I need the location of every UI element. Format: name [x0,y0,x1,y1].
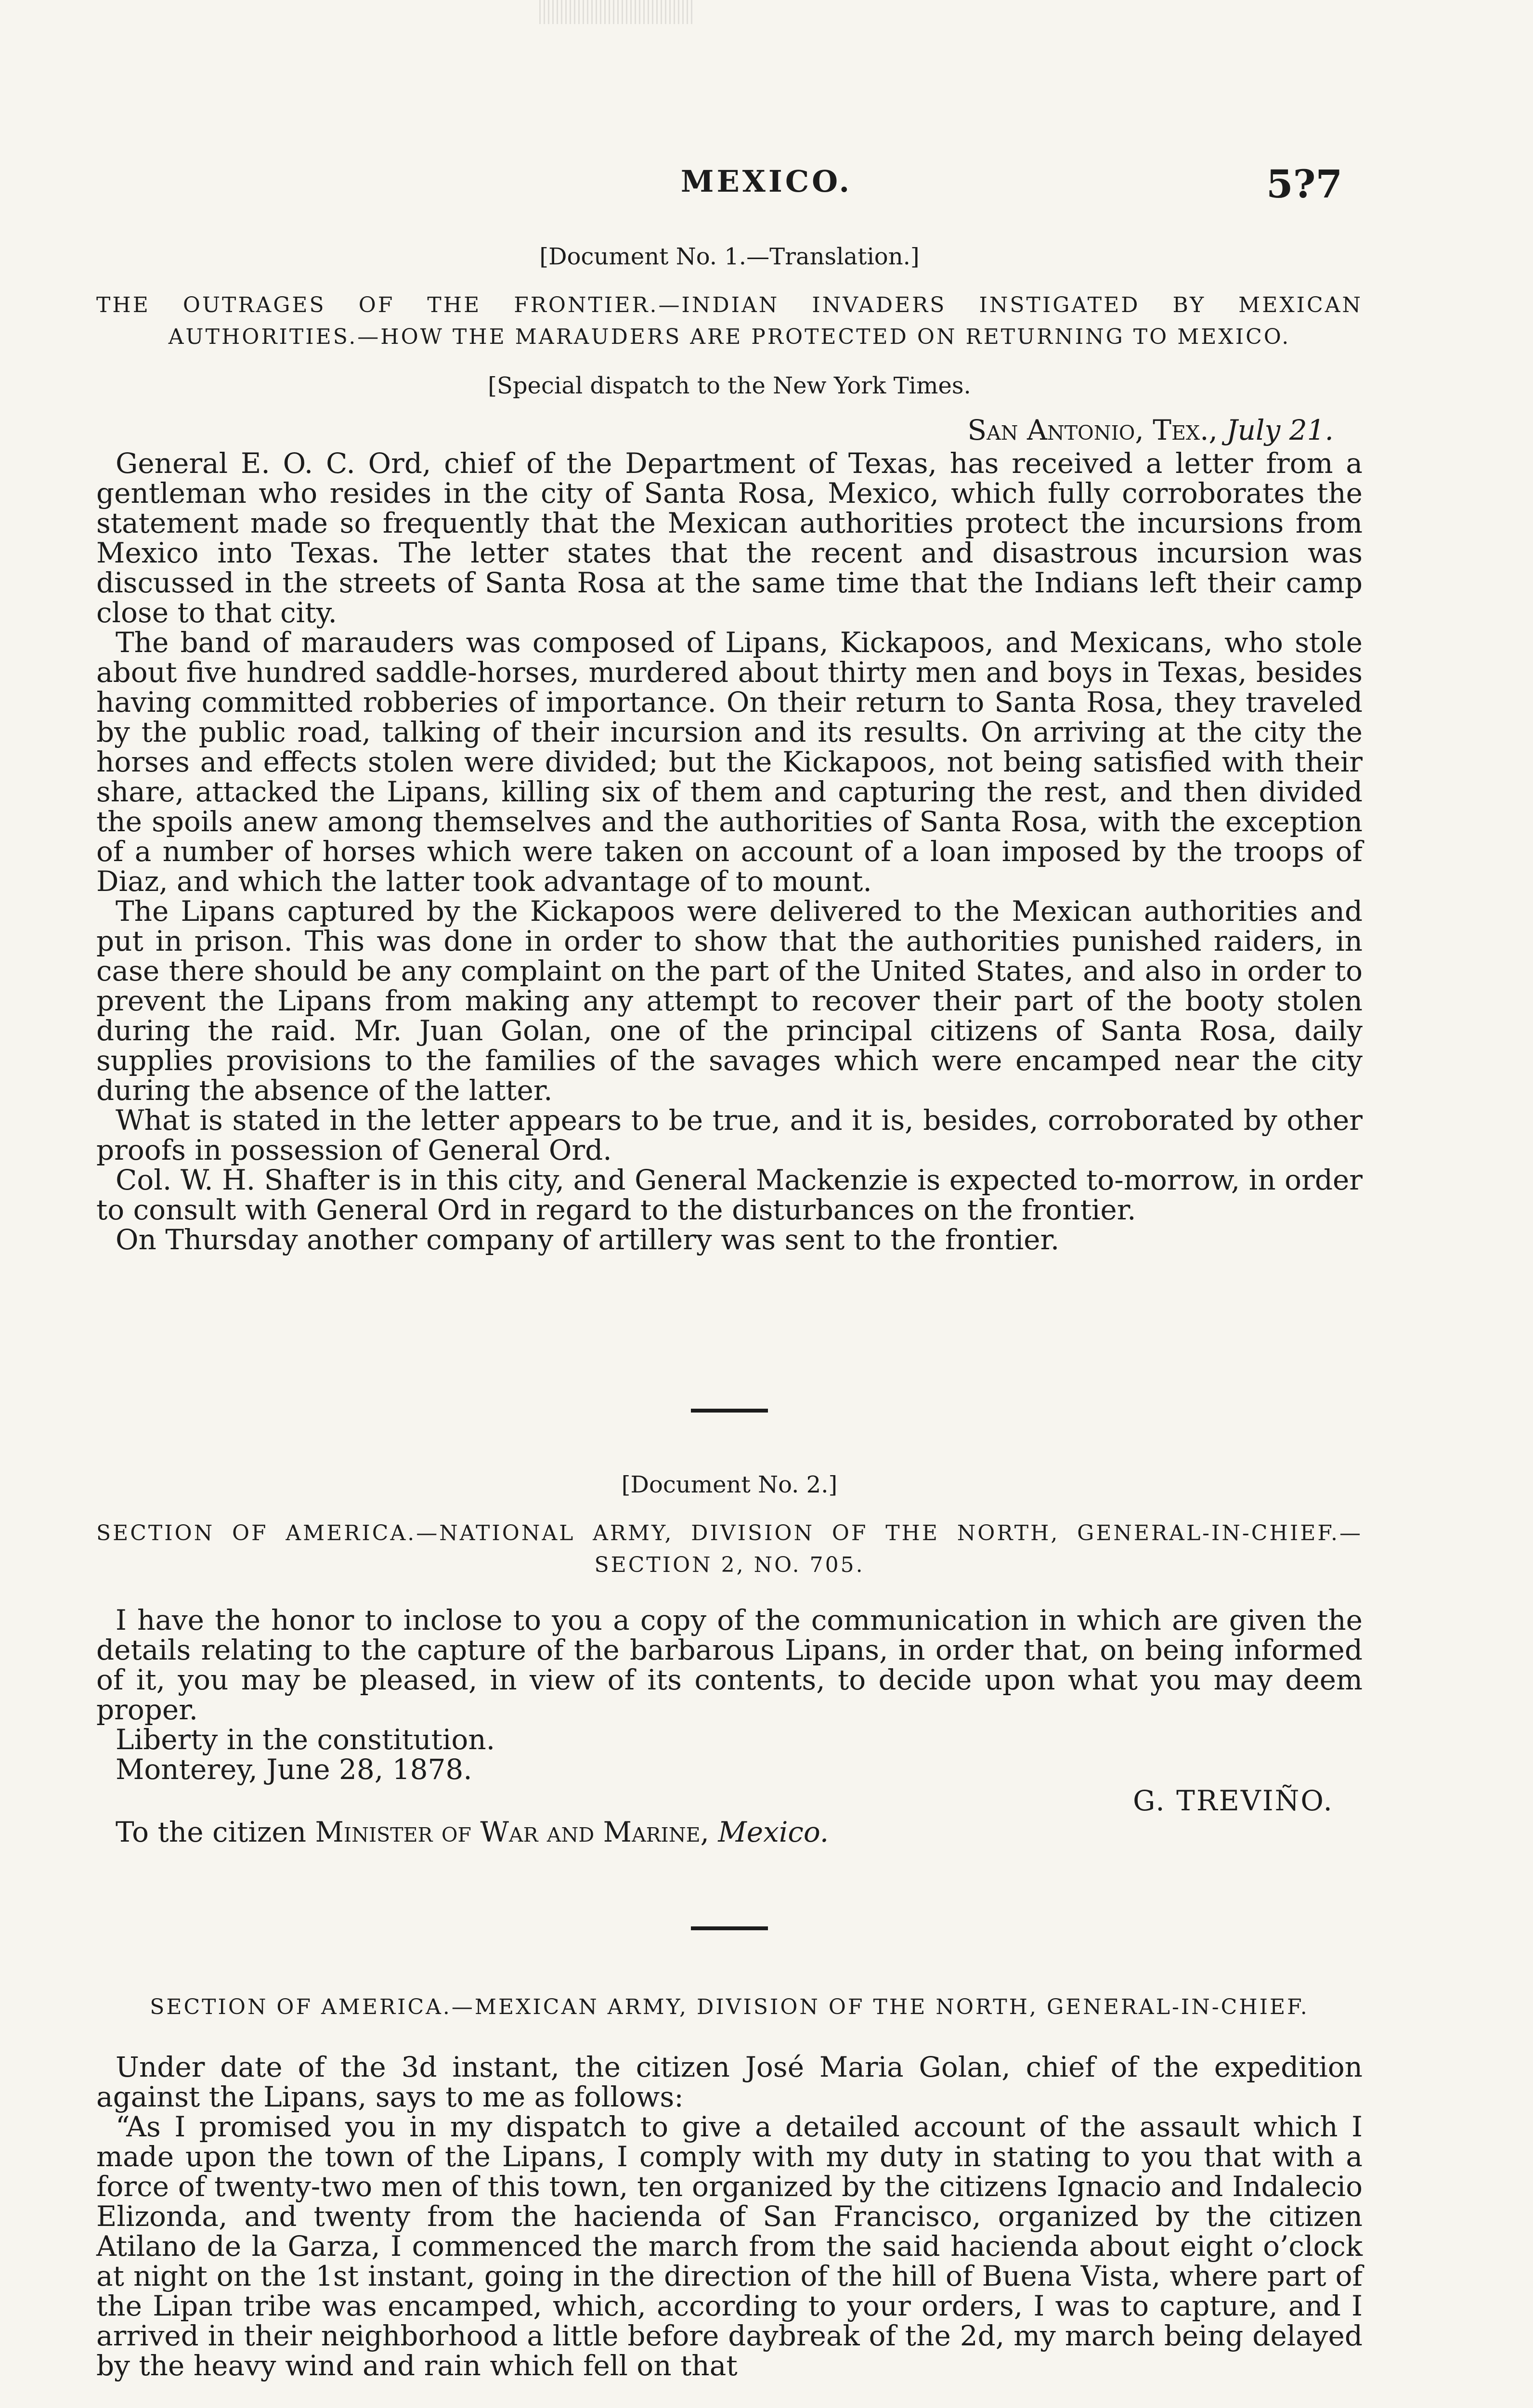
doc1-paragraph: The band of marauders was composed of Lipans, Kickapoos, and Mexicans, who stole about five hundred saddle-horses, murdered about thirty men and boys in Texas, besides having committed robberies of importance. On their return to Santa Rosa, they traveled by the public road, talking of their incursion and its results. On arriving at the city the horses and effects stolen were divided; but the Kickapoos, not being satisfied with their share, attacked the Lipans, killing six of them and capturing the rest, and then divided the spoils anew among themselves and the authorities of Santa Rosa, with the exception of a number of horses which were taken on account of a loan imposed by the troops of Diaz, and which the latter took advantage of to mount. [96,626,1363,898]
doc3-paragraph: “As I promised you in my dispatch to give a detailed account of the assault which I made upon the town of the Lipans, I comply with my duty in stating to you that with a force of twenty-two men of this town, ten organized by the citizens Ignacio and Indalecio Elizonda, and twenty from the hacienda of San Francisco, organized by the citizen Atilano de la Garza, I commenced the march from the said hacienda about eight o’clock at night on the 1st instant, going in the direction of the hill of Buena Vista, where part of the Lipan tribe was encamped, which, according to your orders, I was to capture, and I arrived in their neighborhood a little before daybreak of the 2d, my march being delayed by the heavy wind and rain which fell on that [96,2110,1363,2382]
doc1-heading: THE OUTRAGES OF THE FRONTIER.—INDIAN INVADERS INSTIGATED BY MEXICAN AUTHORITIES.—HOW THE MARAUDERS ARE PROTECTED ON RETURNING TO MEXICO. [96,293,1363,349]
divider-2 [96,1926,1363,1930]
doc2-closing-2: Monterey, June 28, 1878. [116,1753,472,1786]
doc2-heading: SECTION OF AMERICA.—NATIONAL ARMY, DIVISION OF THE NORTH, GENERAL-IN-CHIEF.—SECTION 2, NO. 705. [96,1521,1363,1577]
doc1-paragraph: What is stated in the letter appears to be true, and it is, besides, corroborated by other proofs in possession of General Ord. [96,1104,1363,1166]
doc1-paragraph: On Thursday another company of artillery was sent to the frontier. [116,1223,1060,1256]
dateline-place: San Antonio, Tex., [967,414,1218,446]
doc3-body [96,2052,1363,2381]
running-header: MEXICO. [680,164,853,199]
archive-stamp [539,0,693,24]
doc1-dispatch: [Special dispatch to the New York Times. [488,372,971,399]
doc2-signature: G. TREVIÑO. [1133,1784,1334,1817]
doc1-paragraph: General E. O. C. Ord, chief of the Department of Texas, has received a letter from a gentleman who resides in the city of Santa Rosa, Mexico, which fully corroborates the statement made so frequently that the Mexican authorities protect the incursions from Mexico into Texas. The letter states that the recent and disastrous incursion was discussed in the streets of Santa Rosa at the same time that the Indians left their camp close to that city. [96,447,1363,629]
doc3-heading: SECTION OF AMERICA.—MEXICAN ARMY, DIVISION OF THE NORTH, GENERAL-IN-CHIEF. [150,1995,1309,2019]
document-3 [96,1991,1363,2381]
document-2 [96,1471,1363,1847]
doc1-paragraph: Col. W. H. Shafter is in this city, and General Mackenzie is expected to-morrow, in order to consult with General Ord in regard to the disturbances on the frontier. [96,1164,1363,1226]
section-rule [691,1409,768,1413]
addressee-prefix: To the citizen [116,1816,307,1848]
doc2-closing-1: Liberty in the constitution. [116,1723,495,1756]
divider-1 [96,1409,1363,1413]
doc2-paragraph: I have the honor to inclose to you a copy of the communication in which are given the details relating to the capture of the barbarous Lipans, in order that, on being informed of it, you may be pleased, in view of its contents, to decide upon what you may deem proper. [96,1604,1363,1726]
doc3-paragraph: Under date of the 3d instant, the citizen José Maria Golan, chief of the expedition against the Lipans, says to me as follows: [96,2051,1363,2113]
section-rule [691,1926,768,1930]
doc1-body [96,448,1363,1255]
doc1-dateline [96,414,1363,446]
doc1-label: [Document No. 1.—Translation.] [539,243,920,270]
page-number: 5?7 [1266,161,1343,207]
doc2-addressee [96,1817,1363,1847]
doc1-paragraph: The Lipans captured by the Kickapoos were delivered to the Mexican authorities and put in prison. This was done in order to show that the authorities punished raiders, in case there should be any complaint on the part of the United States, and also in order to prevent the Lipans from making any attempt to recover their part of the booty stolen during the raid. Mr. Juan Golan, one of the principal citizens of Santa Rosa, daily supplies provisions to the families of the savages which were encamped near the city during the absence of the latter. [96,895,1363,1107]
addressee-place: Mexico. [718,1816,829,1848]
document-1 [96,243,1363,1255]
dateline-date: July 21. [1226,414,1334,446]
doc2-label: [Document No. 2.] [621,1471,838,1498]
addressee-title: Minister of War and Marine, [315,1816,709,1848]
